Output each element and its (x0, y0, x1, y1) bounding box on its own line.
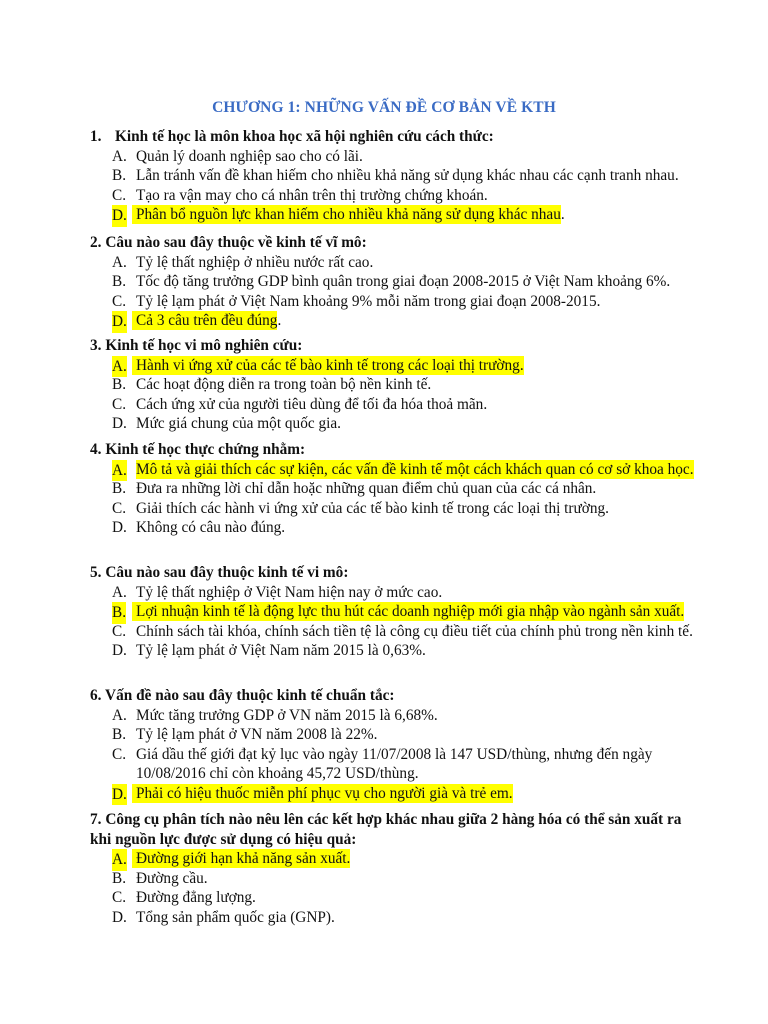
option-a-correct (90, 849, 690, 869)
question-number: 7. (90, 811, 102, 828)
option-text: Tỷ lệ thất nghiệp ở nhiều nước rất cao. (136, 253, 374, 271)
option-letter: A. (112, 147, 127, 165)
option-c (90, 622, 704, 642)
option-list (90, 849, 690, 927)
option-d-correct (90, 311, 690, 331)
option-b (90, 166, 690, 186)
option-text: Tốc độ tăng trưởng GDP bình quân trong giai đoạn 2008-2015 ở Việt Nam khoảng 6%. (136, 273, 671, 290)
option-b-correct (90, 602, 690, 622)
question-3 (90, 336, 690, 434)
option-letter: D. (112, 519, 127, 536)
option-text: Lẫn tránh vấn đề khan hiếm cho nhiều khả năng sử dụng khác nhau các cạnh tranh nhau. (136, 167, 679, 184)
option-text: Quản lý doanh nghiệp sao cho có lãi. (136, 147, 363, 165)
question-number: 6. (90, 687, 102, 704)
question-number: 3. (90, 337, 102, 354)
option-letter: C. (112, 499, 127, 517)
option-a (90, 253, 690, 273)
option-a (90, 583, 690, 603)
option-text: Đường đẳng lượng. (136, 889, 256, 906)
option-text: Mức giá chung của một quốc gia. (136, 415, 341, 432)
option-list (90, 706, 690, 804)
option-text: Giá dầu thế giới đạt kỷ lục vào ngày 11/07/2008 là 147 USD/thùng, nhưng đến ngày 10/08/2016 chỉ còn khoảng 45,72 USD/thùng. (136, 745, 653, 782)
option-d-correct (90, 784, 690, 804)
option-text: Chính sách tài khóa, chính sách tiền tệ là công cụ điều tiết của chính phủ trong nền kinh tế. (136, 622, 693, 640)
option-a-correct (90, 356, 690, 376)
option-a (90, 706, 690, 726)
option-text-highlighted: Đường giới hạn khả năng sản xuất. (132, 849, 350, 868)
option-b (90, 869, 690, 889)
option-letter: A. (112, 849, 127, 871)
option-c (90, 395, 690, 415)
option-letter: D. (112, 642, 127, 659)
option-letter: A. (112, 706, 127, 724)
question-stem: Vấn đề nào sau đây thuộc kinh tế chuẩn tắc: (105, 687, 395, 704)
option-letter: B. (112, 376, 127, 393)
option-text: Không có câu nào đúng. (136, 519, 286, 536)
option-text: Tỷ lệ lạm phát ở Việt Nam khoảng 9% mỗi năm trong giai đoạn 2008-2015. (136, 292, 601, 310)
option-trailing: . (560, 206, 565, 223)
option-letter: A. (112, 460, 127, 482)
question-stem: Kinh tế học vi mô nghiên cứu: (105, 337, 303, 354)
question-1 (90, 127, 690, 225)
option-trailing: . (277, 312, 282, 329)
option-letter: A. (112, 356, 127, 378)
question-stem: Câu nào sau đây thuộc kinh tế vi mô: (105, 564, 349, 581)
option-text: Đường cầu. (136, 869, 208, 887)
option-letter: C. (112, 292, 127, 310)
question-text (90, 440, 690, 460)
option-letter: B. (112, 869, 127, 887)
option-letter: D. (112, 908, 127, 926)
option-list (90, 253, 690, 331)
option-list (90, 147, 690, 225)
option-text: Mức tăng trưởng GDP ở VN năm 2015 là 6,68%. (136, 706, 438, 724)
option-text-highlighted: Hành vi ứng xử của các tế bào kinh tế trong các loại thị trường. (132, 356, 524, 375)
option-text: Đưa ra những lời chỉ dẫn hoặc những quan điểm chủ quan của các cá nhân. (136, 480, 597, 497)
option-d (90, 641, 690, 661)
option-letter: C. (112, 622, 127, 640)
option-b (90, 479, 690, 499)
option-letter: B. (112, 273, 127, 290)
question-stem: Kinh tế học là môn khoa học xã hội nghiên cứu cách thức: (115, 128, 494, 145)
question-6 (90, 686, 690, 803)
option-b (90, 272, 690, 292)
chapter-title: CHƯƠNG 1: NHỮNG VẤN ĐỀ CƠ BẢN VỀ KTH (212, 99, 556, 116)
option-text: Giải thích các hành vi ứng xử của các tế bào kinh tế trong các loại thị trường. (136, 499, 610, 517)
question-stem: Công cụ phân tích nào nêu lên các kết hợp khác nhau giữa 2 hàng hóa có thể sản xuất ra khi nguồn lực được sử dụng có hiệu quả: (90, 811, 682, 848)
question-stem: Câu nào sau đây thuộc về kinh tế vĩ mô: (105, 234, 367, 251)
option-c (90, 292, 690, 312)
option-letter: B. (112, 480, 127, 497)
question-number: 5. (90, 564, 102, 581)
question-text (90, 810, 690, 849)
option-b (90, 725, 690, 745)
question-text (90, 563, 690, 583)
option-text: Tạo ra vận may cho cá nhân trên thị trường chứng khoán. (136, 186, 488, 204)
option-d (90, 908, 690, 928)
option-letter: A. (112, 253, 127, 271)
option-letter: C. (112, 186, 127, 204)
option-text: Tỷ lệ thất nghiệp ở Việt Nam hiện nay ở mức cao. (136, 583, 443, 601)
option-b (90, 375, 690, 395)
option-letter: D. (112, 784, 127, 806)
option-list (90, 356, 690, 434)
option-letter: C. (112, 745, 127, 763)
option-d (90, 414, 690, 434)
question-text (90, 686, 690, 706)
option-text: Tỷ lệ lạm phát ở VN năm 2008 là 22%. (136, 726, 378, 743)
option-text-highlighted: Mô tả và giải thích các sự kiện, các vấn đề kinh tế một cách khách quan có cơ sở khoa học. (136, 460, 694, 478)
question-7 (90, 810, 690, 927)
option-a (90, 147, 690, 167)
question-text (90, 233, 690, 253)
option-letter: B. (112, 167, 127, 184)
question-number: 4. (90, 441, 102, 458)
question-text (90, 127, 690, 147)
option-text-highlighted: Cả 3 câu trên đều đúng (132, 311, 277, 330)
question-stem: Kinh tế học thực chứng nhằm: (105, 441, 306, 458)
question-text (90, 336, 690, 356)
option-text: Tổng sản phẩm quốc gia (GNP). (136, 908, 335, 926)
option-c (90, 745, 704, 784)
option-text-highlighted: Phân bổ nguồn lực khan hiếm cho nhiều khả năng sử dụng khác nhau (132, 205, 561, 224)
question-5 (90, 563, 693, 661)
option-letter: D. (112, 415, 127, 432)
option-d (90, 518, 690, 538)
option-a-correct (90, 460, 704, 480)
option-letter: A. (112, 583, 127, 601)
option-c (90, 888, 690, 908)
option-d-correct (90, 205, 690, 225)
option-letter: D. (112, 205, 127, 227)
option-letter: C. (112, 889, 127, 906)
option-text-highlighted: Lợi nhuận kinh tế là động lực thu hút các doanh nghiệp mới gia nhập vào ngành sản xuất. (132, 602, 684, 621)
option-list (90, 583, 693, 661)
option-letter: D. (112, 311, 127, 333)
option-text: Các hoạt động diễn ra trong toàn bộ nền kinh tế. (136, 376, 432, 393)
option-list (90, 460, 694, 538)
question-number: 2. (90, 234, 102, 251)
option-c (90, 186, 690, 206)
option-c (90, 499, 690, 519)
option-letter: B. (112, 726, 127, 743)
option-letter: C. (112, 395, 127, 413)
question-2 (90, 233, 690, 331)
question-4 (90, 440, 694, 538)
option-text-highlighted: Phải có hiệu thuốc miễn phí phục vụ cho người già và trẻ em. (132, 784, 513, 803)
question-number: 1. (90, 128, 102, 145)
option-text: Cách ứng xử của người tiêu dùng để tối đa hóa thoả mãn. (136, 395, 488, 413)
option-text: Tỷ lệ lạm phát ở Việt Nam năm 2015 là 0,63%. (136, 642, 426, 659)
option-letter: B. (112, 602, 126, 624)
